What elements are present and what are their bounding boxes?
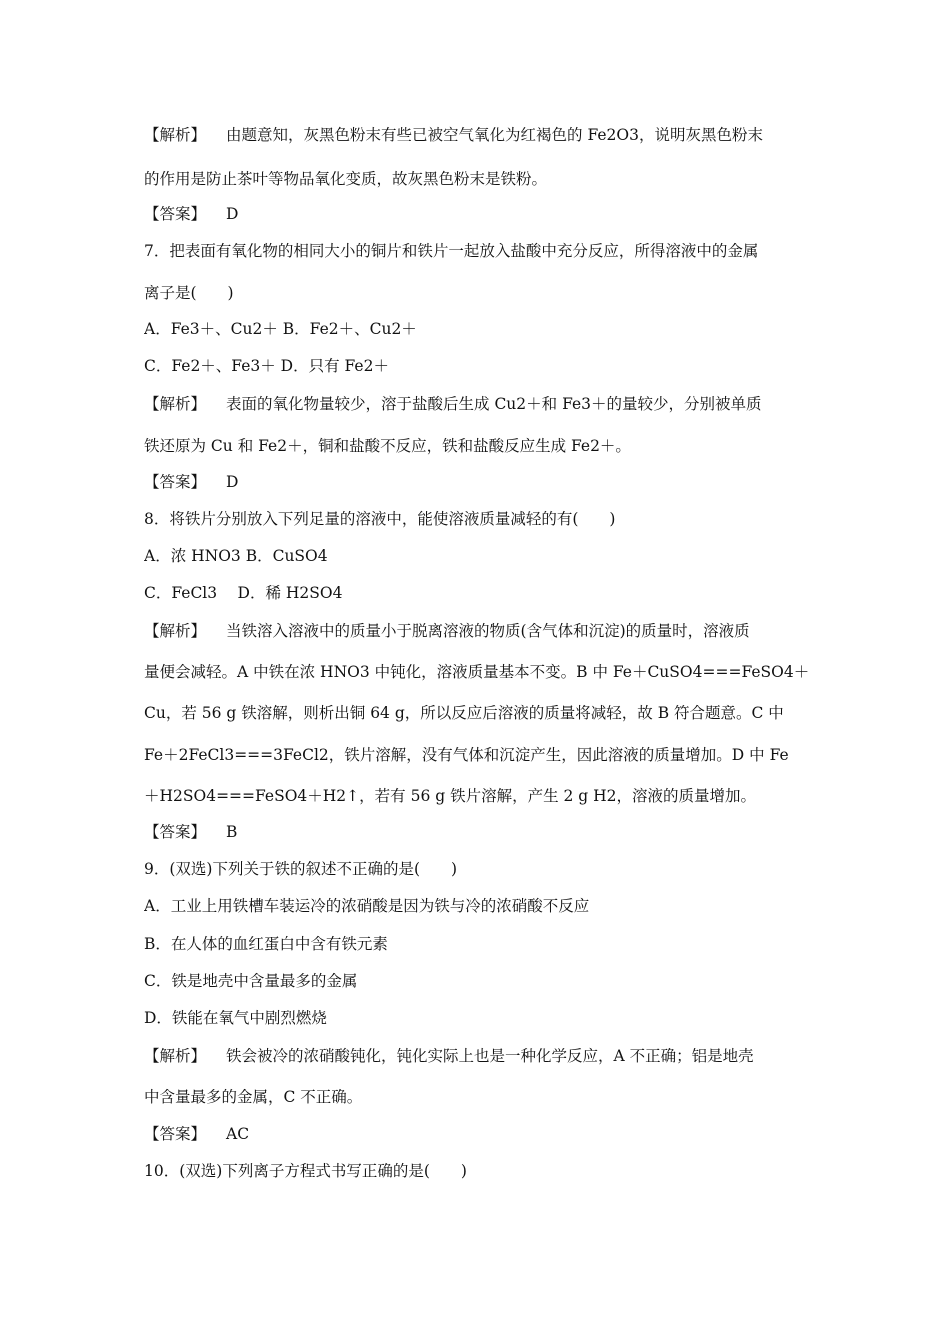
q8-stem-line-1: 8．将铁片分别放入下列足量的溶液中，能使溶液质量减轻的有( ) [144, 510, 616, 528]
analysis-tag: 【解析】 [144, 395, 207, 413]
q6-answer: 【答案】 D [144, 205, 239, 223]
q9-stem-line-1: 9．(双选)下列关于铁的叙述不正确的是( ) [144, 860, 458, 878]
q7-option-line-1: A．Fe3＋、Cu2＋ B．Fe2＋、Cu2＋ [144, 320, 417, 338]
q9-option-c: C．铁是地壳中含量最多的金属 [144, 972, 358, 990]
answer-tag: 【答案】 [144, 205, 207, 223]
q6-analysis-line-2: 的作用是防止茶叶等物品氧化变质，故灰黑色粉末是铁粉。 [144, 170, 548, 188]
q7-answer: 【答案】 D [144, 473, 239, 491]
q8-analysis-line-2: 量便会减轻。A 中铁在浓 HNO3 中钝化，溶液质量基本不变。B 中 Fe＋CuSO4===FeSO4＋ [144, 663, 810, 681]
q8-analysis-line-4: Fe＋2FeCl3===3FeCl2，铁片溶解，没有气体和沉淀产生，因此溶液的质量增加。D 中 Fe [144, 746, 789, 764]
q7-stem-line-1: 7．把表面有氧化物的相同大小的铜片和铁片一起放入盐酸中充分反应，所得溶液中的金属 [144, 242, 759, 260]
q8-option-line-1: A．浓 HNO3 B．CuSO4 [144, 547, 328, 565]
q7-option-line-2: C．Fe2＋、Fe3＋ D．只有 Fe2＋ [144, 357, 389, 375]
q8-analysis-line-1: 【解析】 当铁溶入溶液中的质量小于脱离溶液的物质(含气体和沉淀)的质量时，溶液质 [144, 622, 750, 640]
q7-analysis-line-1: 【解析】 表面的氧化物量较少，溶于盐酸后生成 Cu2＋和 Fe3＋的量较少，分别被单质 [144, 395, 762, 413]
answer-tag: 【答案】 [144, 1125, 207, 1143]
q9-analysis-line-2: 中含量最多的金属，C 不正确。 [144, 1088, 363, 1106]
q9-option-b: B．在人体的血红蛋白中含有铁元素 [144, 935, 388, 953]
answer-tag: 【答案】 [144, 823, 207, 841]
q7-stem-line-2: 离子是( ) [144, 284, 234, 302]
analysis-tag: 【解析】 [144, 126, 207, 144]
q8-analysis-line-5: ＋H2SO4===FeSO4＋H2↑，若有 56 g 铁片溶解，产生 2 g H2，溶液的质量增加。 [144, 787, 757, 805]
q9-analysis-line-1: 【解析】 铁会被冷的浓硝酸钝化，钝化实际上也是一种化学反应，A 不正确；铝是地壳 [144, 1047, 754, 1065]
q9-answer: 【答案】 AC [144, 1125, 250, 1143]
q9-option-d: D．铁能在氧气中剧烈燃烧 [144, 1009, 327, 1027]
analysis-tag: 【解析】 [144, 1047, 207, 1065]
q8-option-line-2: C．FeCl3 D．稀 H2SO4 [144, 584, 343, 602]
analysis-tag: 【解析】 [144, 622, 207, 640]
q7-analysis-line-2: 铁还原为 Cu 和 Fe2＋，铜和盐酸不反应，铁和盐酸反应生成 Fe2＋。 [144, 437, 631, 455]
q10-stem-line-1: 10．(双选)下列离子方程式书写正确的是( ) [144, 1162, 467, 1180]
answer-tag: 【答案】 [144, 473, 207, 491]
q8-analysis-line-3: Cu，若 56 g 铁溶解，则析出铜 64 g，所以反应后溶液的质量将减轻，故 B 符合题意。C 中 [144, 704, 784, 722]
q9-option-a: A．工业上用铁槽车装运冷的浓硝酸是因为铁与冷的浓硝酸不反应 [144, 897, 590, 915]
q8-answer: 【答案】 B [144, 823, 238, 841]
q6-analysis-line-1: 【解析】 由题意知，灰黑色粉末有些已被空气氧化为红褐色的 Fe2O3，说明灰黑色粉末 [144, 126, 763, 144]
